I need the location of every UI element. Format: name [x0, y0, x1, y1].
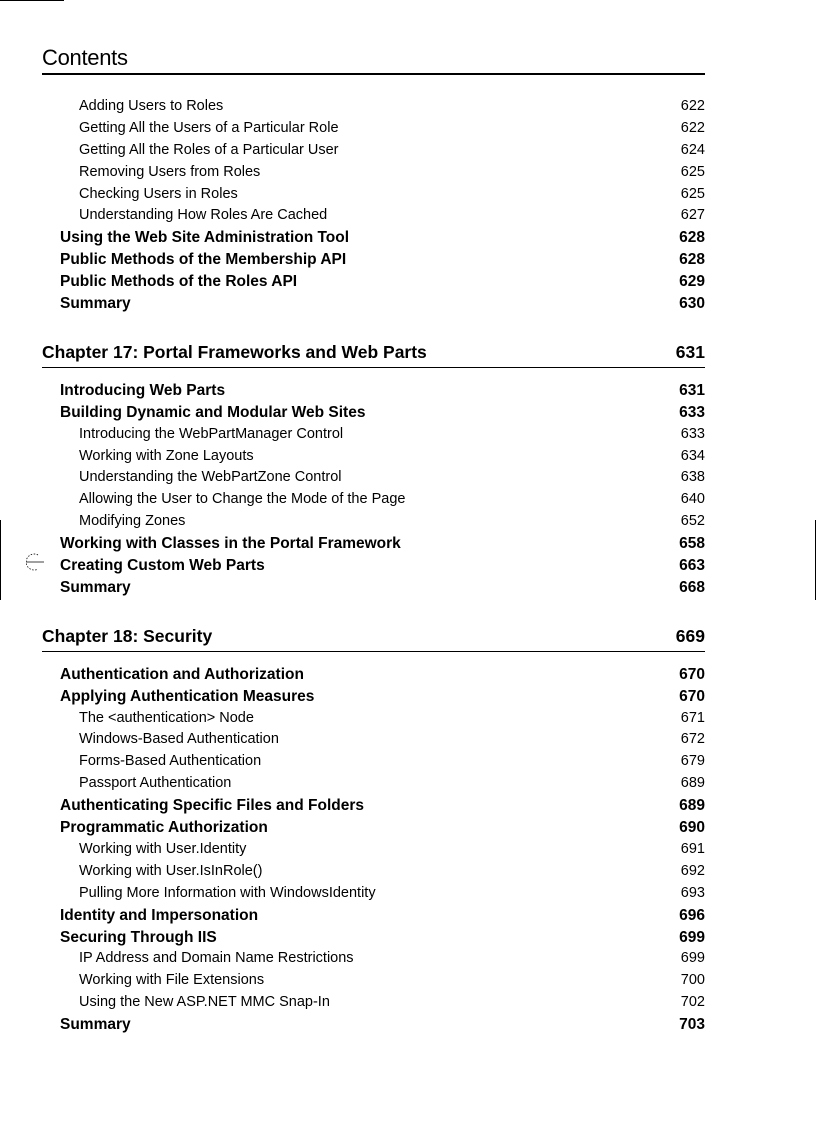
toc-entry[interactable] [42, 467, 705, 489]
toc-entry[interactable] [42, 271, 705, 293]
toc-entry-title: Allowing the User to Change the Mode of the Page [79, 491, 406, 508]
toc-entry-title: Creating Custom Web Parts [60, 557, 265, 575]
toc-entry-title: Getting All the Users of a Particular Role [79, 119, 339, 136]
toc-entry-title: Using the New ASP.NET MMC Snap-In [79, 994, 330, 1011]
toc-entry-page: 633 [679, 403, 705, 421]
toc-entry-page: 658 [679, 535, 705, 553]
crop-mark-top [0, 0, 64, 1]
toc-entry-title: Programmatic Authorization [60, 819, 268, 837]
toc-entry-title: Passport Authentication [79, 775, 232, 792]
toc-entry[interactable] [42, 293, 705, 315]
toc-entry[interactable] [42, 424, 705, 446]
toc-entry[interactable] [42, 905, 705, 927]
toc-entry-title: Checking Users in Roles [79, 185, 238, 202]
toc-entry-page: 625 [680, 185, 705, 202]
toc-entry-title: Working with Classes in the Portal Framework [60, 535, 401, 553]
toc-entry[interactable] [42, 729, 705, 751]
toc-entry-page: 638 [680, 469, 705, 486]
toc-entry-page: 691 [680, 840, 705, 857]
toc-entry-title: Working with Zone Layouts [79, 447, 254, 464]
toc-entry-page: 663 [679, 557, 705, 575]
toc-entry[interactable] [42, 402, 705, 424]
toc-entry-title: Public Methods of the Membership API [60, 251, 347, 269]
toc-entry[interactable] [42, 948, 705, 970]
toc-entry-page: 625 [680, 163, 705, 180]
toc-entry[interactable] [42, 162, 705, 184]
toc-chapter[interactable] [42, 337, 705, 368]
toc-entry-page: 699 [680, 950, 705, 967]
title-divider [42, 73, 705, 75]
toc-entry[interactable] [42, 817, 705, 839]
toc-entry-page: 631 [679, 381, 705, 399]
toc-entry-page: 622 [680, 119, 705, 136]
toc-entry-page: 630 [679, 295, 705, 313]
toc-entry[interactable] [42, 205, 705, 227]
toc-entry[interactable] [42, 708, 705, 730]
toc-entry[interactable] [42, 686, 705, 708]
toc-entry-page: 672 [680, 731, 705, 748]
toc-entry[interactable] [42, 577, 705, 599]
toc-entry[interactable] [42, 184, 705, 206]
toc-entry[interactable] [42, 489, 705, 511]
toc-entry[interactable] [42, 927, 705, 949]
toc-entry-title: Windows-Based Authentication [79, 731, 279, 748]
toc-entry[interactable] [42, 992, 705, 1014]
toc-entry-title: Pulling More Information with WindowsIdentity [79, 884, 376, 901]
toc-entry-title: Using the Web Site Administration Tool [60, 229, 350, 247]
toc-entry-page: 628 [679, 251, 705, 269]
toc-entry-page: 634 [680, 447, 705, 464]
toc-entry-page: 703 [679, 1016, 705, 1034]
toc-entry-title: Removing Users from Roles [79, 163, 261, 180]
toc-entry-page: 690 [679, 819, 705, 837]
toc-entry-title: Adding Users to Roles [79, 98, 224, 114]
toc-entry[interactable] [42, 883, 705, 905]
toc-entry[interactable] [42, 795, 705, 817]
toc-entry-title: Authenticating Specific Files and Folders [60, 797, 365, 815]
toc-entry-page: 628 [679, 229, 705, 247]
toc-entry[interactable] [42, 227, 705, 249]
toc-entry-page: 702 [680, 994, 705, 1011]
crop-mark-left [0, 520, 1, 600]
toc-entry-title: Identity and Impersonation [60, 906, 259, 924]
toc-entry[interactable] [42, 839, 705, 861]
toc-entry-title: Chapter 17: Portal Frameworks and Web Parts [42, 341, 427, 362]
toc-entry-title: Introducing Web Parts [60, 381, 226, 399]
toc-entry-page: 689 [679, 797, 705, 815]
toc-entry[interactable] [42, 773, 705, 795]
toc-entry-title: Summary [60, 1016, 131, 1034]
toc-entry-page: 671 [680, 709, 705, 726]
toc-entry-title: Applying Authentication Measures [60, 687, 315, 705]
toc-entry[interactable] [42, 380, 705, 402]
toc-entry-title: Understanding the WebPartZone Control [79, 469, 342, 486]
page-title: Contents [42, 45, 128, 70]
toc-entry-page: 668 [679, 578, 705, 596]
toc-entry-page: 670 [679, 687, 705, 705]
table-of-contents [42, 96, 705, 1036]
toc-entry[interactable] [42, 249, 705, 271]
toc-entry-page: 696 [679, 906, 705, 924]
toc-entry[interactable] [42, 751, 705, 773]
toc-entry-title: Chapter 18: Security [42, 625, 213, 646]
toc-entry-title: Working with User.IsInRole() [79, 862, 263, 879]
toc-entry-page: 692 [680, 862, 705, 879]
toc-entry-page: 652 [680, 513, 705, 530]
toc-entry-title: Forms-Based Authentication [79, 753, 262, 770]
toc-entry-title: Authentication and Authorization [60, 665, 304, 683]
toc-entry-title: Getting All the Roles of a Particular User [79, 141, 339, 158]
toc-entry-page: 669 [675, 625, 705, 646]
toc-entry[interactable] [42, 140, 705, 162]
toc-entry[interactable] [42, 555, 705, 577]
toc-entry-title: Summary [60, 295, 131, 313]
toc-entry-page: 670 [679, 665, 705, 683]
toc-entry[interactable] [42, 533, 705, 555]
toc-entry-title: Modifying Zones [79, 513, 186, 530]
toc-entry-title: Public Methods of the Roles API [60, 273, 298, 291]
toc-chapter[interactable] [42, 621, 705, 652]
toc-entry-page: 633 [680, 425, 705, 442]
toc-entry-title: Building Dynamic and Modular Web Sites [60, 403, 366, 421]
toc-entry-title: The <authentication> Node [79, 709, 254, 726]
toc-entry-page: 679 [680, 753, 705, 770]
toc-entry-title: IP Address and Domain Name Restrictions [79, 950, 354, 967]
toc-entry[interactable] [42, 446, 705, 468]
toc-entry-page: 640 [680, 491, 705, 508]
toc-entry[interactable] [42, 511, 705, 533]
toc-entry-title: Summary [60, 578, 131, 596]
toc-entry-page: 622 [680, 98, 705, 114]
toc-entry[interactable] [42, 861, 705, 883]
toc-entry-page: 631 [675, 341, 705, 362]
toc-entry-title: Working with File Extensions [79, 972, 265, 989]
toc-entry-page: 629 [679, 273, 705, 291]
toc-entry-page: 689 [680, 775, 705, 792]
toc-entry-page: 624 [680, 141, 705, 158]
toc-entry-page: 693 [680, 884, 705, 901]
toc-entry-title: Introducing the WebPartManager Control [79, 425, 344, 442]
toc-entry-title: Working with User.Identity [79, 840, 247, 857]
toc-entry[interactable] [42, 664, 705, 686]
toc-entry[interactable] [42, 96, 705, 118]
toc-entry-page: 700 [680, 972, 705, 989]
toc-entry-title: Securing Through IIS [60, 928, 217, 946]
toc-entry-page: 627 [680, 207, 705, 224]
toc-entry[interactable] [42, 970, 705, 992]
toc-entry[interactable] [42, 1014, 705, 1036]
toc-entry-page: 699 [679, 928, 705, 946]
toc-entry[interactable] [42, 118, 705, 140]
toc-entry-title: Understanding How Roles Are Cached [79, 207, 328, 224]
